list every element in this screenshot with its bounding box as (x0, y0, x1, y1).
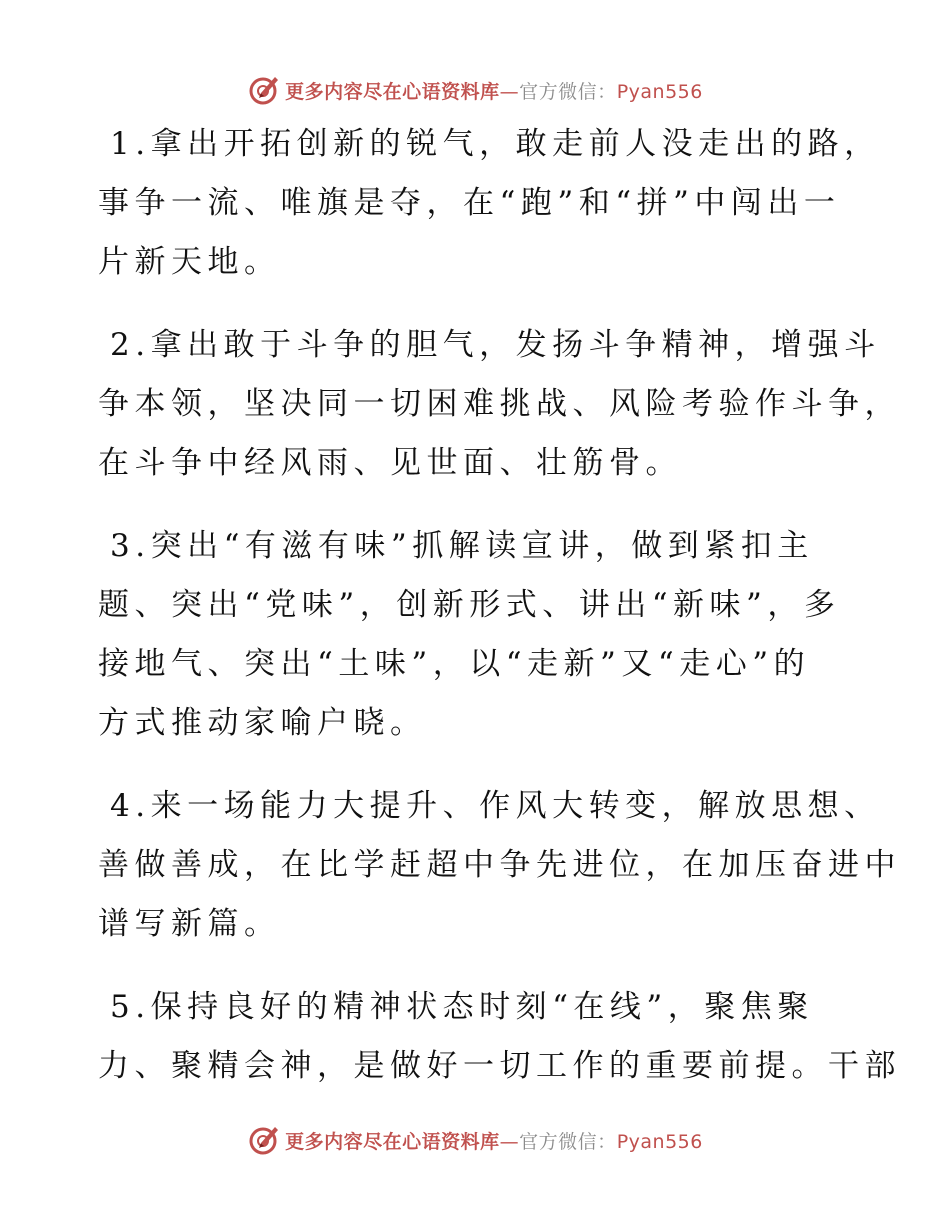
paragraph-5 (0, 978, 950, 1096)
text-line: 在斗争中经风雨、见世面、壮筋骨。 (98, 445, 682, 481)
paragraph-3 (0, 517, 950, 753)
paragraph-4 (0, 777, 950, 954)
text-line: 4.来一场能力大提升、作风大转变，解放思想、 (110, 788, 881, 824)
pen-logo-icon (247, 1123, 281, 1157)
text-line: 片新天地。 (98, 244, 281, 280)
banner-wechat-id: Pyan556 (616, 1130, 703, 1153)
paragraph-2 (0, 316, 950, 493)
banner-dash: — (499, 1130, 520, 1153)
banner-main-text: 更多内容尽在心语资料库 (285, 80, 500, 103)
banner-dash: — (499, 80, 520, 103)
paragraph-1 (0, 115, 950, 292)
text-line: 善做善成，在比学赶超中争先进位，在加压奋进中 (98, 847, 901, 883)
banner-text (285, 1127, 703, 1154)
text-line: 争本领，坚决同一切困难挑战、风险考验作斗争， (98, 386, 901, 422)
text-line: 1.拿出开拓创新的锐气，敢走前人没走出的路， (110, 126, 881, 162)
banner-main-text: 更多内容尽在心语资料库 (285, 1130, 500, 1153)
text-line: 方式推动家喻户晓。 (98, 705, 427, 741)
document-body (0, 115, 950, 1120)
banner-text (285, 77, 703, 104)
banner-wechat-label: 官方微信： (519, 80, 617, 103)
text-line: 题、突出“党味”，创新形式、讲出“新味”，多 (98, 587, 841, 623)
text-line: 5.保持良好的精神状态时刻“在线”，聚焦聚 (110, 989, 814, 1025)
text-line: 2.拿出敢于斗争的胆气，发扬斗争精神，增强斗 (110, 327, 881, 363)
pen-logo-icon (247, 73, 281, 107)
text-line: 接地气、突出“土味”，以“走新”又“走心”的 (98, 646, 811, 682)
text-line: 谱写新篇。 (98, 906, 281, 942)
header-banner (0, 70, 950, 110)
footer-banner (0, 1120, 950, 1160)
banner-wechat-label: 官方微信： (519, 1130, 617, 1153)
text-line: 事争一流、唯旗是夺，在“跑”和“拼”中闯出一 (98, 185, 841, 221)
text-line: 力、聚精会神，是做好一切工作的重要前提。干部 (98, 1048, 901, 1084)
banner-wechat-id: Pyan556 (616, 80, 703, 103)
text-line: 3.突出“有滋有味”抓解读宣讲，做到紧扣主 (110, 528, 814, 564)
